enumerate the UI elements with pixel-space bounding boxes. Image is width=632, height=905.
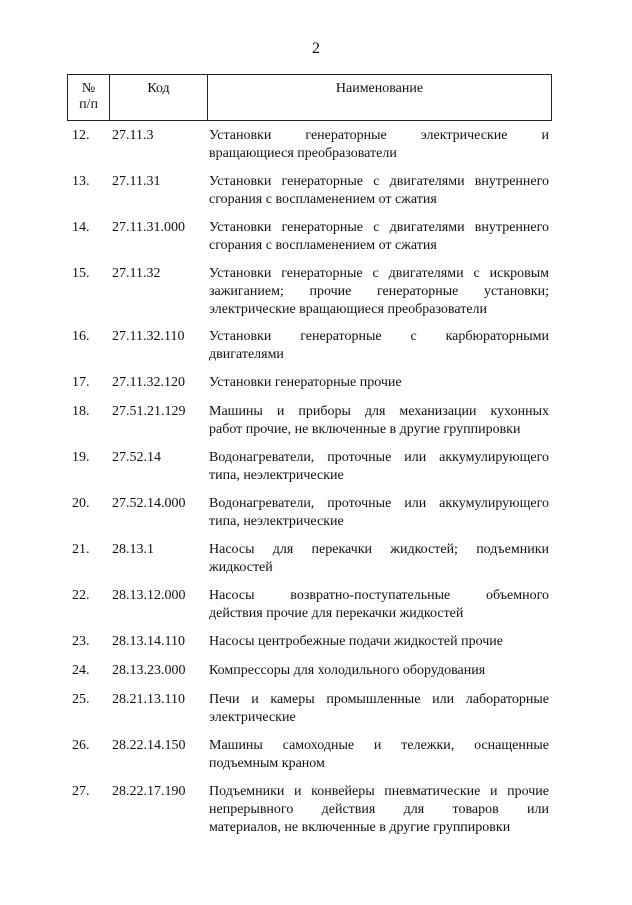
- row-number: 12.: [72, 128, 90, 143]
- row-name: [209, 495, 549, 531]
- row-name-line: Установки генераторные с двигателями с искровым: [209, 266, 549, 281]
- row-name-line: Водонагреватели, проточные или аккумулирующего: [209, 496, 549, 511]
- row-code: 27.52.14: [112, 450, 161, 465]
- row-name-line: подъемным краном: [209, 756, 325, 771]
- row-name: [209, 541, 549, 577]
- row-name-line: Насосы для перекачки жидкостей; подъемники: [209, 542, 549, 557]
- header-name: Наименование: [335, 81, 424, 96]
- header-number-symbol: №: [81, 81, 96, 96]
- row-name: [209, 403, 549, 439]
- row-name: [209, 173, 549, 209]
- row-number: 20.: [72, 496, 90, 511]
- row-name-line: Компрессоры для холодильного оборудования: [209, 663, 486, 678]
- row-code: 27.11.32: [112, 266, 161, 281]
- page-number: 2: [312, 40, 320, 57]
- row-name: [209, 783, 549, 837]
- row-code: 27.11.3: [112, 128, 154, 143]
- row-name-line: Установки генераторные электрические и: [209, 128, 549, 143]
- row-number: 18.: [72, 404, 90, 419]
- row-code: 27.11.32.120: [112, 375, 185, 390]
- row-number: 19.: [72, 450, 90, 465]
- row-name-line: электрические вращающиеся преобразователи: [209, 302, 488, 317]
- row-name-line: Машины самоходные и тележки, оснащенные: [209, 738, 549, 753]
- row-code: 28.13.12.000: [112, 588, 186, 603]
- row-code: 27.11.32.110: [112, 329, 185, 344]
- row-code: 28.21.13.110: [112, 692, 185, 707]
- header-number: [68, 75, 110, 120]
- row-number: 17.: [72, 375, 90, 390]
- row-name: [209, 449, 549, 485]
- row-name-line: Подъемники и конвейеры пневматические и прочие: [209, 784, 549, 799]
- row-name-line: непрерывного действия для товаров или: [209, 802, 549, 817]
- row-name-line: Насосы центробежные подачи жидкостей прочие: [209, 634, 503, 649]
- row-name-line: Насосы возвратно-поступательные объемного: [209, 588, 549, 603]
- row-name-line: действия прочие для перекачки жидкостей: [209, 606, 464, 621]
- row-name-line: вращающиеся преобразователи: [209, 146, 397, 161]
- row-number: 27.: [72, 784, 90, 799]
- row-name-line: Машины и приборы для механизации кухонных: [209, 404, 549, 419]
- row-number: 25.: [72, 692, 90, 707]
- row-name: [209, 328, 549, 364]
- row-number: 23.: [72, 634, 90, 649]
- row-code: 27.51.21.129: [112, 404, 186, 419]
- row-number: 22.: [72, 588, 90, 603]
- row-code: 28.22.17.190: [112, 784, 186, 799]
- row-number: 16.: [72, 329, 90, 344]
- row-code: 27.11.31: [112, 174, 161, 189]
- row-name: [209, 265, 549, 319]
- row-code: 28.22.14.150: [112, 738, 186, 753]
- header-code: Код: [110, 75, 208, 120]
- row-name-line: Установки генераторные с двигателями внутреннего: [209, 220, 549, 235]
- row-name: [209, 633, 549, 651]
- row-name: [209, 691, 549, 727]
- row-name-line: Печи и камеры промышленные или лабораторные: [209, 692, 549, 707]
- row-name: [209, 374, 549, 392]
- row-name-line: работ прочие, не включенные в другие группировки: [209, 422, 521, 437]
- row-code: 27.11.31.000: [112, 220, 185, 235]
- row-name: [209, 219, 549, 255]
- row-name: [209, 587, 549, 623]
- row-name: [209, 662, 549, 680]
- table-header: [67, 74, 552, 121]
- row-name-line: материалов, не включенные в другие группировки: [209, 820, 511, 835]
- header-number-abbrev: п/п: [79, 97, 98, 112]
- row-name-line: Водонагреватели, проточные или аккумулирующего: [209, 450, 549, 465]
- row-name-line: электрические: [209, 710, 296, 725]
- row-name-line: двигателями: [209, 347, 284, 362]
- row-code: 28.13.14.110: [112, 634, 185, 649]
- row-number: 21.: [72, 542, 90, 557]
- row-name-line: Установки генераторные с карбюраторными: [209, 329, 549, 344]
- row-name: [209, 127, 549, 163]
- row-name-line: Установки генераторные с двигателями внутреннего: [209, 174, 549, 189]
- row-number: 24.: [72, 663, 90, 678]
- row-name-line: типа, неэлектрические: [209, 468, 344, 483]
- row-name-line: сгорания с воспламенением от сжатия: [209, 192, 437, 207]
- row-number: 26.: [72, 738, 90, 753]
- row-name-line: сгорания с воспламенением от сжатия: [209, 238, 437, 253]
- row-name-line: Установки генераторные прочие: [209, 375, 402, 390]
- row-code: 27.52.14.000: [112, 496, 186, 511]
- row-number: 15.: [72, 266, 90, 281]
- row-name-line: типа, неэлектрические: [209, 514, 344, 529]
- row-name-line: зажиганием; прочие генераторные установки;: [209, 284, 549, 299]
- row-number: 14.: [72, 220, 90, 235]
- row-name: [209, 737, 549, 773]
- row-name-line: жидкостей: [209, 560, 273, 575]
- row-code: 28.13.23.000: [112, 663, 186, 678]
- row-number: 13.: [72, 174, 90, 189]
- row-code: 28.13.1: [112, 542, 154, 557]
